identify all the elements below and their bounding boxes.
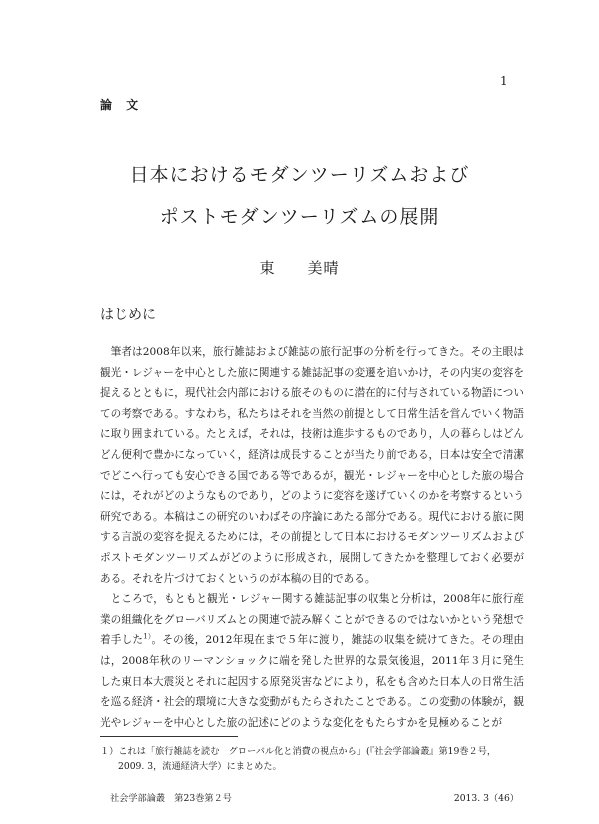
title-line-2: ポストモダンツーリズムの展開 xyxy=(159,206,440,228)
author-name: 東 美晴 xyxy=(259,259,340,277)
paragraph-2-part-1: ところで，もともと観光・レジャー関する雑誌記事の収集と分析は，2008年に旅行産業の組織化をグローバリズムとの関連で読み解くことができるのではないかという発想で着手した xyxy=(100,593,524,647)
paragraph-2-part-2: 。その後，2012年現在まで５年に渡り，雑誌の収集を続けてきた。その理由は，2008年秋のリーマンショックに端を発した世界的な景気後退，2011年３月に発生した東日本大震災とそれに起因する原発災害などにより，私をも含めた日本人の日常生活を巡る経済・社会的環境に大きな変動がもたらされたことである。この変動の体験が，観光やレジャーを中心とした旅の記述にどのような変化をもたらすかを見極めることが xyxy=(100,634,524,729)
paragraph-2 xyxy=(100,589,524,733)
footnote-divider xyxy=(100,736,238,737)
title-line-1: 日本におけるモダンツーリズムおよび xyxy=(129,164,470,186)
footer-date: 2013. 3（46） xyxy=(453,793,519,804)
section-heading: はじめに xyxy=(100,307,156,323)
paragraph-1: 筆者は2008年以来，旅行雑誌および雑誌の旅行記事の分析を行ってきた。その主眼は観光・レジャーを中心とした旅に関連する雑誌記事の変遷を追いかけ，その内実の変容を捉えるとともに，現代社会内部における旅そのものに潜在的に付与されている物語についての考察である。すなわち，私たちはそれを当然の前提として日常生活を営んでいく物語に取り囲まれている。たとえば，それは，技術は進歩するものであり，人の暮らしはどんどん便利で豊かになっていく，経済は成長することが当たり前である，日本は安全で清潔でどこへ行っても安心できる国である等であるが，観光・レジャーを中心とした旅の場合には，それがどのようなものであり，どのように変容を遂げていくのかを考察するという研究である。本稿はこの研究のいわばその序論にあたる部分である。現代における旅に関する言説の変容を捉えるためには，その前提として日本におけるモダンツーリズムおよびポストモダンツーリズムがどのように形成され，展開してきたかを整理しておく必要がある。それを片づけておくというのが本稿の目的である。 xyxy=(100,346,524,585)
footnote-marker[interactable]: 1） xyxy=(143,632,152,641)
section-label: 論 文 xyxy=(100,98,144,112)
footnote-line-1: １）これは「旅行雑誌を読む グローバル化と消費の視点から」(『社会学部論叢』第19巻２号， xyxy=(100,746,497,757)
footnote xyxy=(100,744,524,774)
footnote-line-2: 2009. 3，流通経済大学）にまとめた。 xyxy=(118,761,282,772)
page-number: 1 xyxy=(500,74,508,88)
footer-journal: 社会学部論叢 第23巻第２号 xyxy=(110,793,232,804)
body-text xyxy=(100,342,524,733)
